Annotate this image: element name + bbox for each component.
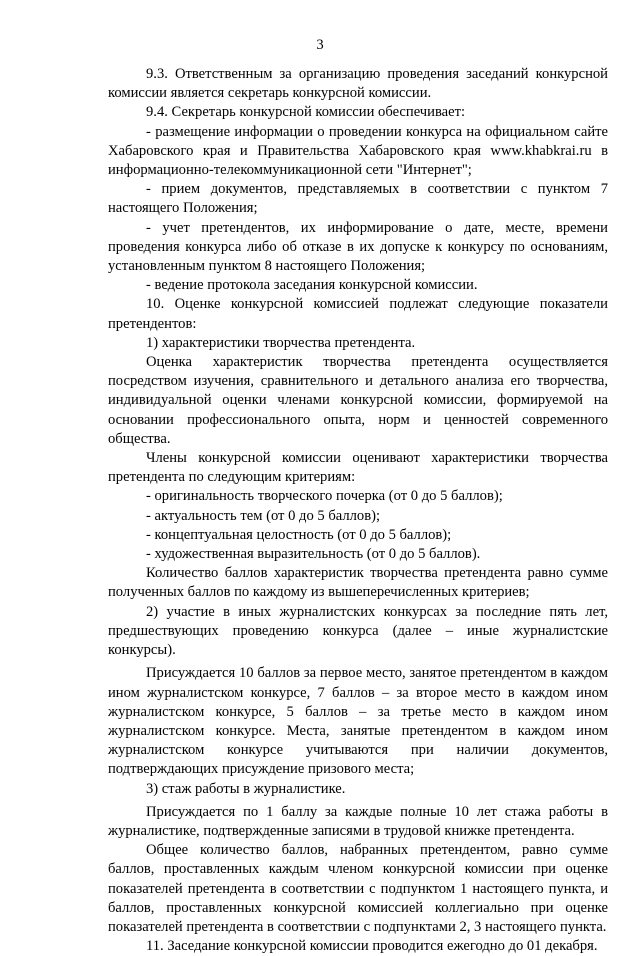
criterion-relevance: - актуальность тем (от 0 до 5 баллов); — [146, 507, 381, 524]
list-item-registration: - учет претендентов, их информирование о дате, месте, времени проведения конкурса либо об отказе в их допуске к конкурсу по основаниям, установленным пунктом 8 настоящего Положения; — [108, 219, 608, 275]
subitem-2: 2) участие в иных журналистских конкурсах за последние пять лет, предшествующих проведению конкурса (далее – иные журналистские конкурсы). — [108, 603, 608, 659]
paragraph-score-sum: Количество баллов характеристик творчества претендента равно сумме полученных баллов по каждому из вышеперечисленных критериев; — [108, 565, 608, 601]
list-item-protocol: - ведение протокола заседания конкурсной комиссии. — [146, 277, 478, 294]
list-item-documents: - прием документов, представляемых в соответствии с пунктом 7 настоящего Положения; — [108, 181, 608, 217]
criterion-expressiveness: - художественная выразительность (от 0 до 5 баллов). — [146, 546, 481, 563]
subitem-3: 3) стаж работы в журналистике. — [146, 780, 346, 797]
paragraph-total-score: Общее количество баллов, набранных претендентом, равно сумме баллов, проставленных каждым членом конкурсной комиссии при оценке показателей претендента в соответствии с подпунктом 1 настоящего пункта, и баллов, проставленных конкурсной комиссией коллегиально при оценке показателей претендента в соответствии с подпунктами 2, 3 настоящего пункта. — [108, 842, 608, 935]
paragraph-criteria-intro: Члены конкурсной комиссии оценивают характеристики творчества претендента по следующим критериям: — [108, 450, 608, 486]
paragraph-10: 10. Оценке конкурсной комиссией подлежат следующие показатели претендентов: — [108, 296, 608, 332]
criterion-originality: - оригинальность творческого почерка (от 0 до 5 баллов); — [146, 488, 503, 505]
criterion-integrity: - концептуальная целостность (от 0 до 5 баллов); — [146, 526, 452, 543]
paragraph-9-4: 9.4. Секретарь конкурсной комиссии обеспечивает: — [146, 104, 466, 121]
list-item-website: - размещение информации о проведении конкурса на официальном сайте Хабаровского края и Правительства Хабаровского края www.khabkrai.ru в информационно-телекоммуникационной сети "Интернет"; — [108, 123, 608, 179]
paragraph-11: 11. Заседание конкурсной комиссии проводится ежегодно до 01 декабря. — [146, 938, 598, 955]
page-number: 3 — [316, 37, 324, 53]
paragraph-evaluation: Оценка характеристик творчества претендента осуществляется посредством изучения, сравнительного и детального анализа его творчества, индивидуальной оценки членами конкурсной комиссии, формируемой на основании профессионального опыта, норм и ценностей современного общества. — [108, 354, 608, 447]
paragraph-9-3: 9.3. Ответственным за организацию проведения заседаний конкурсной комиссии является секретарь конкурсной комиссии. — [108, 66, 608, 102]
subitem-1: 1) характеристики творчества претендента. — [146, 334, 416, 351]
paragraph-awards: Присуждается 10 баллов за первое место, занятое претендентом в каждом ином журналистском конкурсе, 7 баллов – за второе место в каждом ином журналистском конкурсе, 5 баллов – за третье место в каждом ином журналистском конкурсе. Места, занятые претендентом в каждом ином журналистском конкурсе учитываются при наличии документов, подтверждающих присуждение призового места; — [108, 665, 608, 778]
document-body — [108, 65, 608, 956]
paragraph-experience: Присуждается по 1 баллу за каждые полные 10 лет стажа работы в журналистике, подтвержденные записями в трудовой книжке претендента. — [108, 803, 608, 839]
